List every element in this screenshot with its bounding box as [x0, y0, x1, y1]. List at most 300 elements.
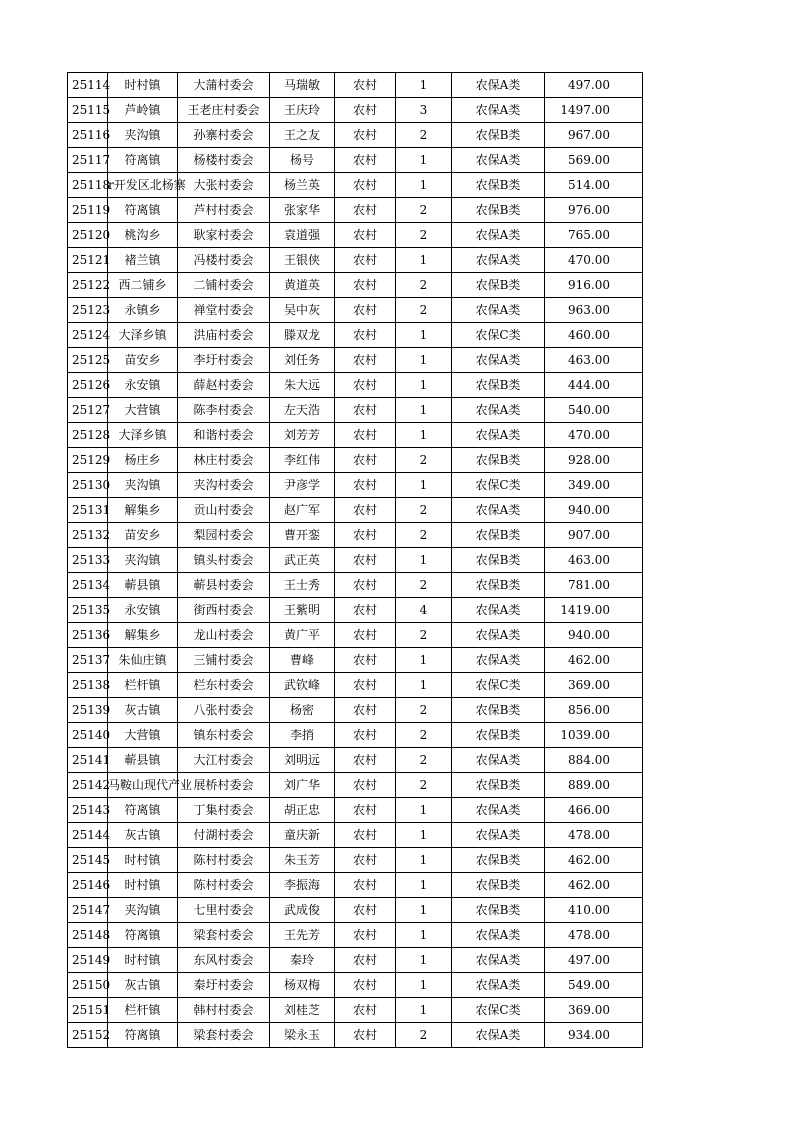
- village-committee-cell: 禅堂村委会: [178, 298, 270, 323]
- insurance-category-cell: 农保B类: [452, 548, 545, 573]
- table-row: [68, 398, 643, 423]
- person-name-cell: 马瑞敏: [270, 73, 335, 98]
- residence-type-cell: 农村: [335, 998, 396, 1023]
- household-count-cell: 2: [396, 273, 452, 298]
- table-row: [68, 523, 643, 548]
- village-committee-cell: 林庄村委会: [178, 448, 270, 473]
- amount-cell: 460.00: [545, 323, 643, 348]
- residence-type-cell: 农村: [335, 973, 396, 998]
- insurance-category-cell: 农保A类: [452, 798, 545, 823]
- amount-cell: 478.00: [545, 923, 643, 948]
- table-row: [68, 1023, 643, 1048]
- residence-type-cell: 农村: [335, 948, 396, 973]
- record-id-cell: 25144: [68, 823, 108, 848]
- residence-type-cell: 农村: [335, 823, 396, 848]
- village-committee-cell: 芦村村委会: [178, 198, 270, 223]
- village-committee-cell: 秦圩村委会: [178, 973, 270, 998]
- village-committee-cell: 梁套村委会: [178, 923, 270, 948]
- person-name-cell: 黄广平: [270, 623, 335, 648]
- village-committee-cell: 龙山村委会: [178, 623, 270, 648]
- town-cell: 杨庄乡: [108, 448, 178, 473]
- insurance-category-cell: 农保A类: [452, 148, 545, 173]
- record-id-cell: 25150: [68, 973, 108, 998]
- household-count-cell: 2: [396, 723, 452, 748]
- household-count-cell: 2: [396, 623, 452, 648]
- town-cell: 符离镇: [108, 148, 178, 173]
- town-cell: 永镇乡: [108, 298, 178, 323]
- record-id-cell: 25124: [68, 323, 108, 348]
- person-name-cell: 王紫明: [270, 598, 335, 623]
- residence-type-cell: 农村: [335, 298, 396, 323]
- town-cell: 时村镇: [108, 948, 178, 973]
- household-count-cell: 2: [396, 773, 452, 798]
- household-count-cell: 2: [396, 123, 452, 148]
- person-name-cell: 袁道强: [270, 223, 335, 248]
- person-name-cell: 刘明远: [270, 748, 335, 773]
- table-row: [68, 148, 643, 173]
- table-row: [68, 873, 643, 898]
- village-committee-cell: 丁集村委会: [178, 798, 270, 823]
- residence-type-cell: 农村: [335, 398, 396, 423]
- household-count-cell: 2: [396, 198, 452, 223]
- village-committee-cell: 大江村委会: [178, 748, 270, 773]
- residence-type-cell: 农村: [335, 648, 396, 673]
- amount-cell: 1039.00: [545, 723, 643, 748]
- residence-type-cell: 农村: [335, 348, 396, 373]
- village-committee-cell: 王老庄村委会: [178, 98, 270, 123]
- table-row: [68, 773, 643, 798]
- amount-cell: 462.00: [545, 848, 643, 873]
- village-committee-cell: 大张村委会: [178, 173, 270, 198]
- table-row: [68, 448, 643, 473]
- record-id-cell: 25140: [68, 723, 108, 748]
- amount-cell: 540.00: [545, 398, 643, 423]
- insurance-category-cell: 农保B类: [452, 523, 545, 548]
- record-id-cell: 25116: [68, 123, 108, 148]
- amount-cell: 884.00: [545, 748, 643, 773]
- table-row: [68, 748, 643, 773]
- person-name-cell: 武正英: [270, 548, 335, 573]
- insurance-category-cell: 农保A类: [452, 73, 545, 98]
- person-name-cell: 童庆新: [270, 823, 335, 848]
- person-name-cell: 胡正忠: [270, 798, 335, 823]
- household-count-cell: 1: [396, 423, 452, 448]
- town-cell: 西二铺乡: [108, 273, 178, 298]
- record-id-cell: 25147: [68, 898, 108, 923]
- person-name-cell: 梁永玉: [270, 1023, 335, 1048]
- residence-type-cell: 农村: [335, 473, 396, 498]
- amount-cell: 1497.00: [545, 98, 643, 123]
- town-cell: 符离镇: [108, 198, 178, 223]
- town-cell: 解集乡: [108, 623, 178, 648]
- residence-type-cell: 农村: [335, 848, 396, 873]
- amount-cell: 444.00: [545, 373, 643, 398]
- insurance-category-cell: 农保A类: [452, 398, 545, 423]
- village-committee-cell: 耿家村委会: [178, 223, 270, 248]
- person-name-cell: 朱大远: [270, 373, 335, 398]
- table-row: [68, 348, 643, 373]
- residence-type-cell: 农村: [335, 273, 396, 298]
- amount-cell: 907.00: [545, 523, 643, 548]
- table-row: [68, 948, 643, 973]
- village-committee-cell: 街西村委会: [178, 598, 270, 623]
- table-row: [68, 423, 643, 448]
- person-name-cell: 武成俊: [270, 898, 335, 923]
- insurance-category-cell: 农保A类: [452, 973, 545, 998]
- town-cell: 大泽乡镇: [108, 423, 178, 448]
- record-id-cell: 25133: [68, 548, 108, 573]
- household-count-cell: 1: [396, 948, 452, 973]
- amount-cell: 916.00: [545, 273, 643, 298]
- record-id-cell: 25134: [68, 573, 108, 598]
- amount-cell: 463.00: [545, 348, 643, 373]
- amount-cell: 478.00: [545, 823, 643, 848]
- table-row: [68, 723, 643, 748]
- insurance-category-cell: 农保A类: [452, 248, 545, 273]
- insurance-category-cell: 农保B类: [452, 848, 545, 873]
- record-id-cell: 25115: [68, 98, 108, 123]
- insurance-category-cell: 农保A类: [452, 923, 545, 948]
- household-count-cell: 1: [396, 823, 452, 848]
- residence-type-cell: 农村: [335, 923, 396, 948]
- town-cell: 朱仙庄镇: [108, 648, 178, 673]
- household-count-cell: 1: [396, 798, 452, 823]
- amount-cell: 889.00: [545, 773, 643, 798]
- residence-type-cell: 农村: [335, 448, 396, 473]
- household-count-cell: 1: [396, 898, 452, 923]
- village-committee-cell: 付湖村委会: [178, 823, 270, 848]
- table-row: [68, 973, 643, 998]
- household-count-cell: 1: [396, 973, 452, 998]
- insurance-category-cell: 农保C类: [452, 473, 545, 498]
- village-committee-cell: 梁套村委会: [178, 1023, 270, 1048]
- residence-type-cell: 农村: [335, 898, 396, 923]
- person-name-cell: 杨双梅: [270, 973, 335, 998]
- household-count-cell: 2: [396, 698, 452, 723]
- table-row: [68, 173, 643, 198]
- town-cell: r开发区北杨寨: [108, 173, 178, 198]
- record-id-cell: 25145: [68, 848, 108, 873]
- amount-cell: 470.00: [545, 423, 643, 448]
- village-committee-cell: 三铺村委会: [178, 648, 270, 673]
- household-count-cell: 1: [396, 998, 452, 1023]
- record-id-cell: 25122: [68, 273, 108, 298]
- insurance-category-cell: 农保B类: [452, 723, 545, 748]
- household-count-cell: 1: [396, 848, 452, 873]
- table-row: [68, 998, 643, 1023]
- amount-cell: 940.00: [545, 623, 643, 648]
- household-count-cell: 4: [396, 598, 452, 623]
- table-row: [68, 698, 643, 723]
- residence-type-cell: 农村: [335, 523, 396, 548]
- insurance-category-cell: 农保A类: [452, 423, 545, 448]
- town-cell: 永安镇: [108, 373, 178, 398]
- amount-cell: 781.00: [545, 573, 643, 598]
- person-name-cell: 王先芳: [270, 923, 335, 948]
- town-cell: 栏杆镇: [108, 673, 178, 698]
- record-id-cell: 25139: [68, 698, 108, 723]
- insurance-category-cell: 农保A类: [452, 948, 545, 973]
- amount-cell: 466.00: [545, 798, 643, 823]
- residence-type-cell: 农村: [335, 373, 396, 398]
- residence-type-cell: 农村: [335, 673, 396, 698]
- table-row: [68, 923, 643, 948]
- record-id-cell: 25138: [68, 673, 108, 698]
- amount-cell: 514.00: [545, 173, 643, 198]
- town-cell: 栏杆镇: [108, 998, 178, 1023]
- residence-type-cell: 农村: [335, 798, 396, 823]
- amount-cell: 976.00: [545, 198, 643, 223]
- amount-cell: 934.00: [545, 1023, 643, 1048]
- insurance-category-cell: 农保B类: [452, 773, 545, 798]
- insurance-category-cell: 农保A类: [452, 823, 545, 848]
- residence-type-cell: 农村: [335, 1023, 396, 1048]
- record-id-cell: 25141: [68, 748, 108, 773]
- household-count-cell: 3: [396, 98, 452, 123]
- town-cell: 灰古镇: [108, 973, 178, 998]
- amount-cell: 963.00: [545, 298, 643, 323]
- town-cell: 蕲县镇: [108, 748, 178, 773]
- residence-type-cell: 农村: [335, 323, 396, 348]
- household-count-cell: 1: [396, 873, 452, 898]
- person-name-cell: 刘芳芳: [270, 423, 335, 448]
- insurance-category-cell: 农保B类: [452, 273, 545, 298]
- amount-cell: 462.00: [545, 873, 643, 898]
- town-cell: 永安镇: [108, 598, 178, 623]
- village-committee-cell: 栏东村委会: [178, 673, 270, 698]
- village-committee-cell: 陈村村委会: [178, 848, 270, 873]
- residence-type-cell: 农村: [335, 548, 396, 573]
- record-id-cell: 25121: [68, 248, 108, 273]
- record-id-cell: 25123: [68, 298, 108, 323]
- table-row: [68, 623, 643, 648]
- village-committee-cell: 展桥村委会: [178, 773, 270, 798]
- residence-type-cell: 农村: [335, 198, 396, 223]
- residence-type-cell: 农村: [335, 598, 396, 623]
- record-id-cell: 25129: [68, 448, 108, 473]
- table-row: [68, 648, 643, 673]
- amount-cell: 369.00: [545, 998, 643, 1023]
- person-name-cell: 滕双龙: [270, 323, 335, 348]
- person-name-cell: 杨兰英: [270, 173, 335, 198]
- town-cell: 夹沟镇: [108, 473, 178, 498]
- table-row: [68, 323, 643, 348]
- record-id-cell: 25146: [68, 873, 108, 898]
- table-row: [68, 848, 643, 873]
- village-committee-cell: 冯楼村委会: [178, 248, 270, 273]
- insurance-category-cell: 农保A类: [452, 748, 545, 773]
- household-count-cell: 1: [396, 473, 452, 498]
- insurance-category-cell: 农保B类: [452, 373, 545, 398]
- amount-cell: 1419.00: [545, 598, 643, 623]
- insurance-category-cell: 农保B类: [452, 898, 545, 923]
- person-name-cell: 王庆玲: [270, 98, 335, 123]
- village-committee-cell: 陈李村委会: [178, 398, 270, 423]
- table-row: [68, 498, 643, 523]
- insurance-category-cell: 农保B类: [452, 123, 545, 148]
- table-row: [68, 598, 643, 623]
- amount-cell: 856.00: [545, 698, 643, 723]
- person-name-cell: 李振海: [270, 873, 335, 898]
- village-committee-cell: 大蒲村委会: [178, 73, 270, 98]
- table-row: [68, 223, 643, 248]
- table-row: [68, 798, 643, 823]
- roster-body: [68, 73, 643, 1048]
- household-count-cell: 1: [396, 648, 452, 673]
- record-id-cell: 25135: [68, 598, 108, 623]
- table-row: [68, 198, 643, 223]
- amount-cell: 549.00: [545, 973, 643, 998]
- town-cell: 蕲县镇: [108, 573, 178, 598]
- table-row: [68, 548, 643, 573]
- insurance-category-cell: 农保A类: [452, 498, 545, 523]
- village-committee-cell: 镇东村委会: [178, 723, 270, 748]
- person-name-cell: 尹彦学: [270, 473, 335, 498]
- town-cell: 夹沟镇: [108, 123, 178, 148]
- insurance-category-cell: 农保A类: [452, 223, 545, 248]
- record-id-cell: 25131: [68, 498, 108, 523]
- table-row: [68, 248, 643, 273]
- household-count-cell: 2: [396, 498, 452, 523]
- village-committee-cell: 和谐村委会: [178, 423, 270, 448]
- insurance-category-cell: 农保A类: [452, 98, 545, 123]
- person-name-cell: 王士秀: [270, 573, 335, 598]
- residence-type-cell: 农村: [335, 248, 396, 273]
- person-name-cell: 杨密: [270, 698, 335, 723]
- town-cell: 马鞍山现代产业: [108, 773, 178, 798]
- town-cell: 大营镇: [108, 398, 178, 423]
- town-cell: 夹沟镇: [108, 548, 178, 573]
- record-id-cell: 25118: [68, 173, 108, 198]
- amount-cell: 349.00: [545, 473, 643, 498]
- amount-cell: 497.00: [545, 73, 643, 98]
- household-count-cell: 1: [396, 173, 452, 198]
- household-count-cell: 2: [396, 1023, 452, 1048]
- record-id-cell: 25128: [68, 423, 108, 448]
- town-cell: 时村镇: [108, 73, 178, 98]
- village-committee-cell: 七里村委会: [178, 898, 270, 923]
- person-name-cell: 王之友: [270, 123, 335, 148]
- residence-type-cell: 农村: [335, 573, 396, 598]
- insurance-category-cell: 农保B类: [452, 873, 545, 898]
- insurance-category-cell: 农保A类: [452, 348, 545, 373]
- record-id-cell: 25119: [68, 198, 108, 223]
- person-name-cell: 刘广华: [270, 773, 335, 798]
- town-cell: 时村镇: [108, 848, 178, 873]
- village-committee-cell: 孙寨村委会: [178, 123, 270, 148]
- insurance-category-cell: 农保C类: [452, 998, 545, 1023]
- person-name-cell: 曹峰: [270, 648, 335, 673]
- village-committee-cell: 李圩村委会: [178, 348, 270, 373]
- insurance-category-cell: 农保C类: [452, 323, 545, 348]
- village-committee-cell: 二铺村委会: [178, 273, 270, 298]
- town-cell: 桃沟乡: [108, 223, 178, 248]
- town-cell: 苗安乡: [108, 523, 178, 548]
- town-cell: 解集乡: [108, 498, 178, 523]
- town-cell: 大营镇: [108, 723, 178, 748]
- amount-cell: 410.00: [545, 898, 643, 923]
- town-cell: 符离镇: [108, 1023, 178, 1048]
- roster-table: [67, 72, 643, 1048]
- insurance-category-cell: 农保B类: [452, 198, 545, 223]
- table-row: [68, 373, 643, 398]
- insurance-category-cell: 农保A类: [452, 1023, 545, 1048]
- record-id-cell: 25126: [68, 373, 108, 398]
- household-count-cell: 1: [396, 373, 452, 398]
- household-count-cell: 2: [396, 223, 452, 248]
- village-committee-cell: 韩村村委会: [178, 998, 270, 1023]
- household-count-cell: 2: [396, 298, 452, 323]
- village-committee-cell: 夹沟村委会: [178, 473, 270, 498]
- town-cell: 苗安乡: [108, 348, 178, 373]
- person-name-cell: 李捎: [270, 723, 335, 748]
- person-name-cell: 李红伟: [270, 448, 335, 473]
- person-name-cell: 王银侠: [270, 248, 335, 273]
- record-id-cell: 25132: [68, 523, 108, 548]
- town-cell: 褚兰镇: [108, 248, 178, 273]
- table-row: [68, 298, 643, 323]
- village-committee-cell: 八张村委会: [178, 698, 270, 723]
- person-name-cell: 刘桂芝: [270, 998, 335, 1023]
- amount-cell: 569.00: [545, 148, 643, 173]
- residence-type-cell: 农村: [335, 148, 396, 173]
- person-name-cell: 黄道英: [270, 273, 335, 298]
- record-id-cell: 25148: [68, 923, 108, 948]
- table-row: [68, 73, 643, 98]
- record-id-cell: 25117: [68, 148, 108, 173]
- household-count-cell: 2: [396, 523, 452, 548]
- household-count-cell: 2: [396, 748, 452, 773]
- amount-cell: 470.00: [545, 248, 643, 273]
- household-count-cell: 1: [396, 548, 452, 573]
- amount-cell: 928.00: [545, 448, 643, 473]
- town-cell: 时村镇: [108, 873, 178, 898]
- person-name-cell: 朱玉芳: [270, 848, 335, 873]
- residence-type-cell: 农村: [335, 723, 396, 748]
- table-row: [68, 123, 643, 148]
- residence-type-cell: 农村: [335, 773, 396, 798]
- residence-type-cell: 农村: [335, 98, 396, 123]
- town-cell: 夹沟镇: [108, 898, 178, 923]
- record-id-cell: 25127: [68, 398, 108, 423]
- residence-type-cell: 农村: [335, 748, 396, 773]
- residence-type-cell: 农村: [335, 123, 396, 148]
- town-cell: 符离镇: [108, 798, 178, 823]
- person-name-cell: 曹开銮: [270, 523, 335, 548]
- record-id-cell: 25143: [68, 798, 108, 823]
- insurance-category-cell: 农保A类: [452, 298, 545, 323]
- residence-type-cell: 农村: [335, 423, 396, 448]
- record-id-cell: 25151: [68, 998, 108, 1023]
- person-name-cell: 吴中灰: [270, 298, 335, 323]
- amount-cell: 765.00: [545, 223, 643, 248]
- household-count-cell: 1: [396, 923, 452, 948]
- record-id-cell: 25114: [68, 73, 108, 98]
- table-row: [68, 673, 643, 698]
- person-name-cell: 张家华: [270, 198, 335, 223]
- table-row: [68, 473, 643, 498]
- insurance-category-cell: 农保B类: [452, 173, 545, 198]
- village-committee-cell: 梨园村委会: [178, 523, 270, 548]
- person-name-cell: 左天浩: [270, 398, 335, 423]
- amount-cell: 497.00: [545, 948, 643, 973]
- amount-cell: 463.00: [545, 548, 643, 573]
- village-committee-cell: 洪庙村委会: [178, 323, 270, 348]
- record-id-cell: 25137: [68, 648, 108, 673]
- household-count-cell: 1: [396, 323, 452, 348]
- residence-type-cell: 农村: [335, 623, 396, 648]
- residence-type-cell: 农村: [335, 223, 396, 248]
